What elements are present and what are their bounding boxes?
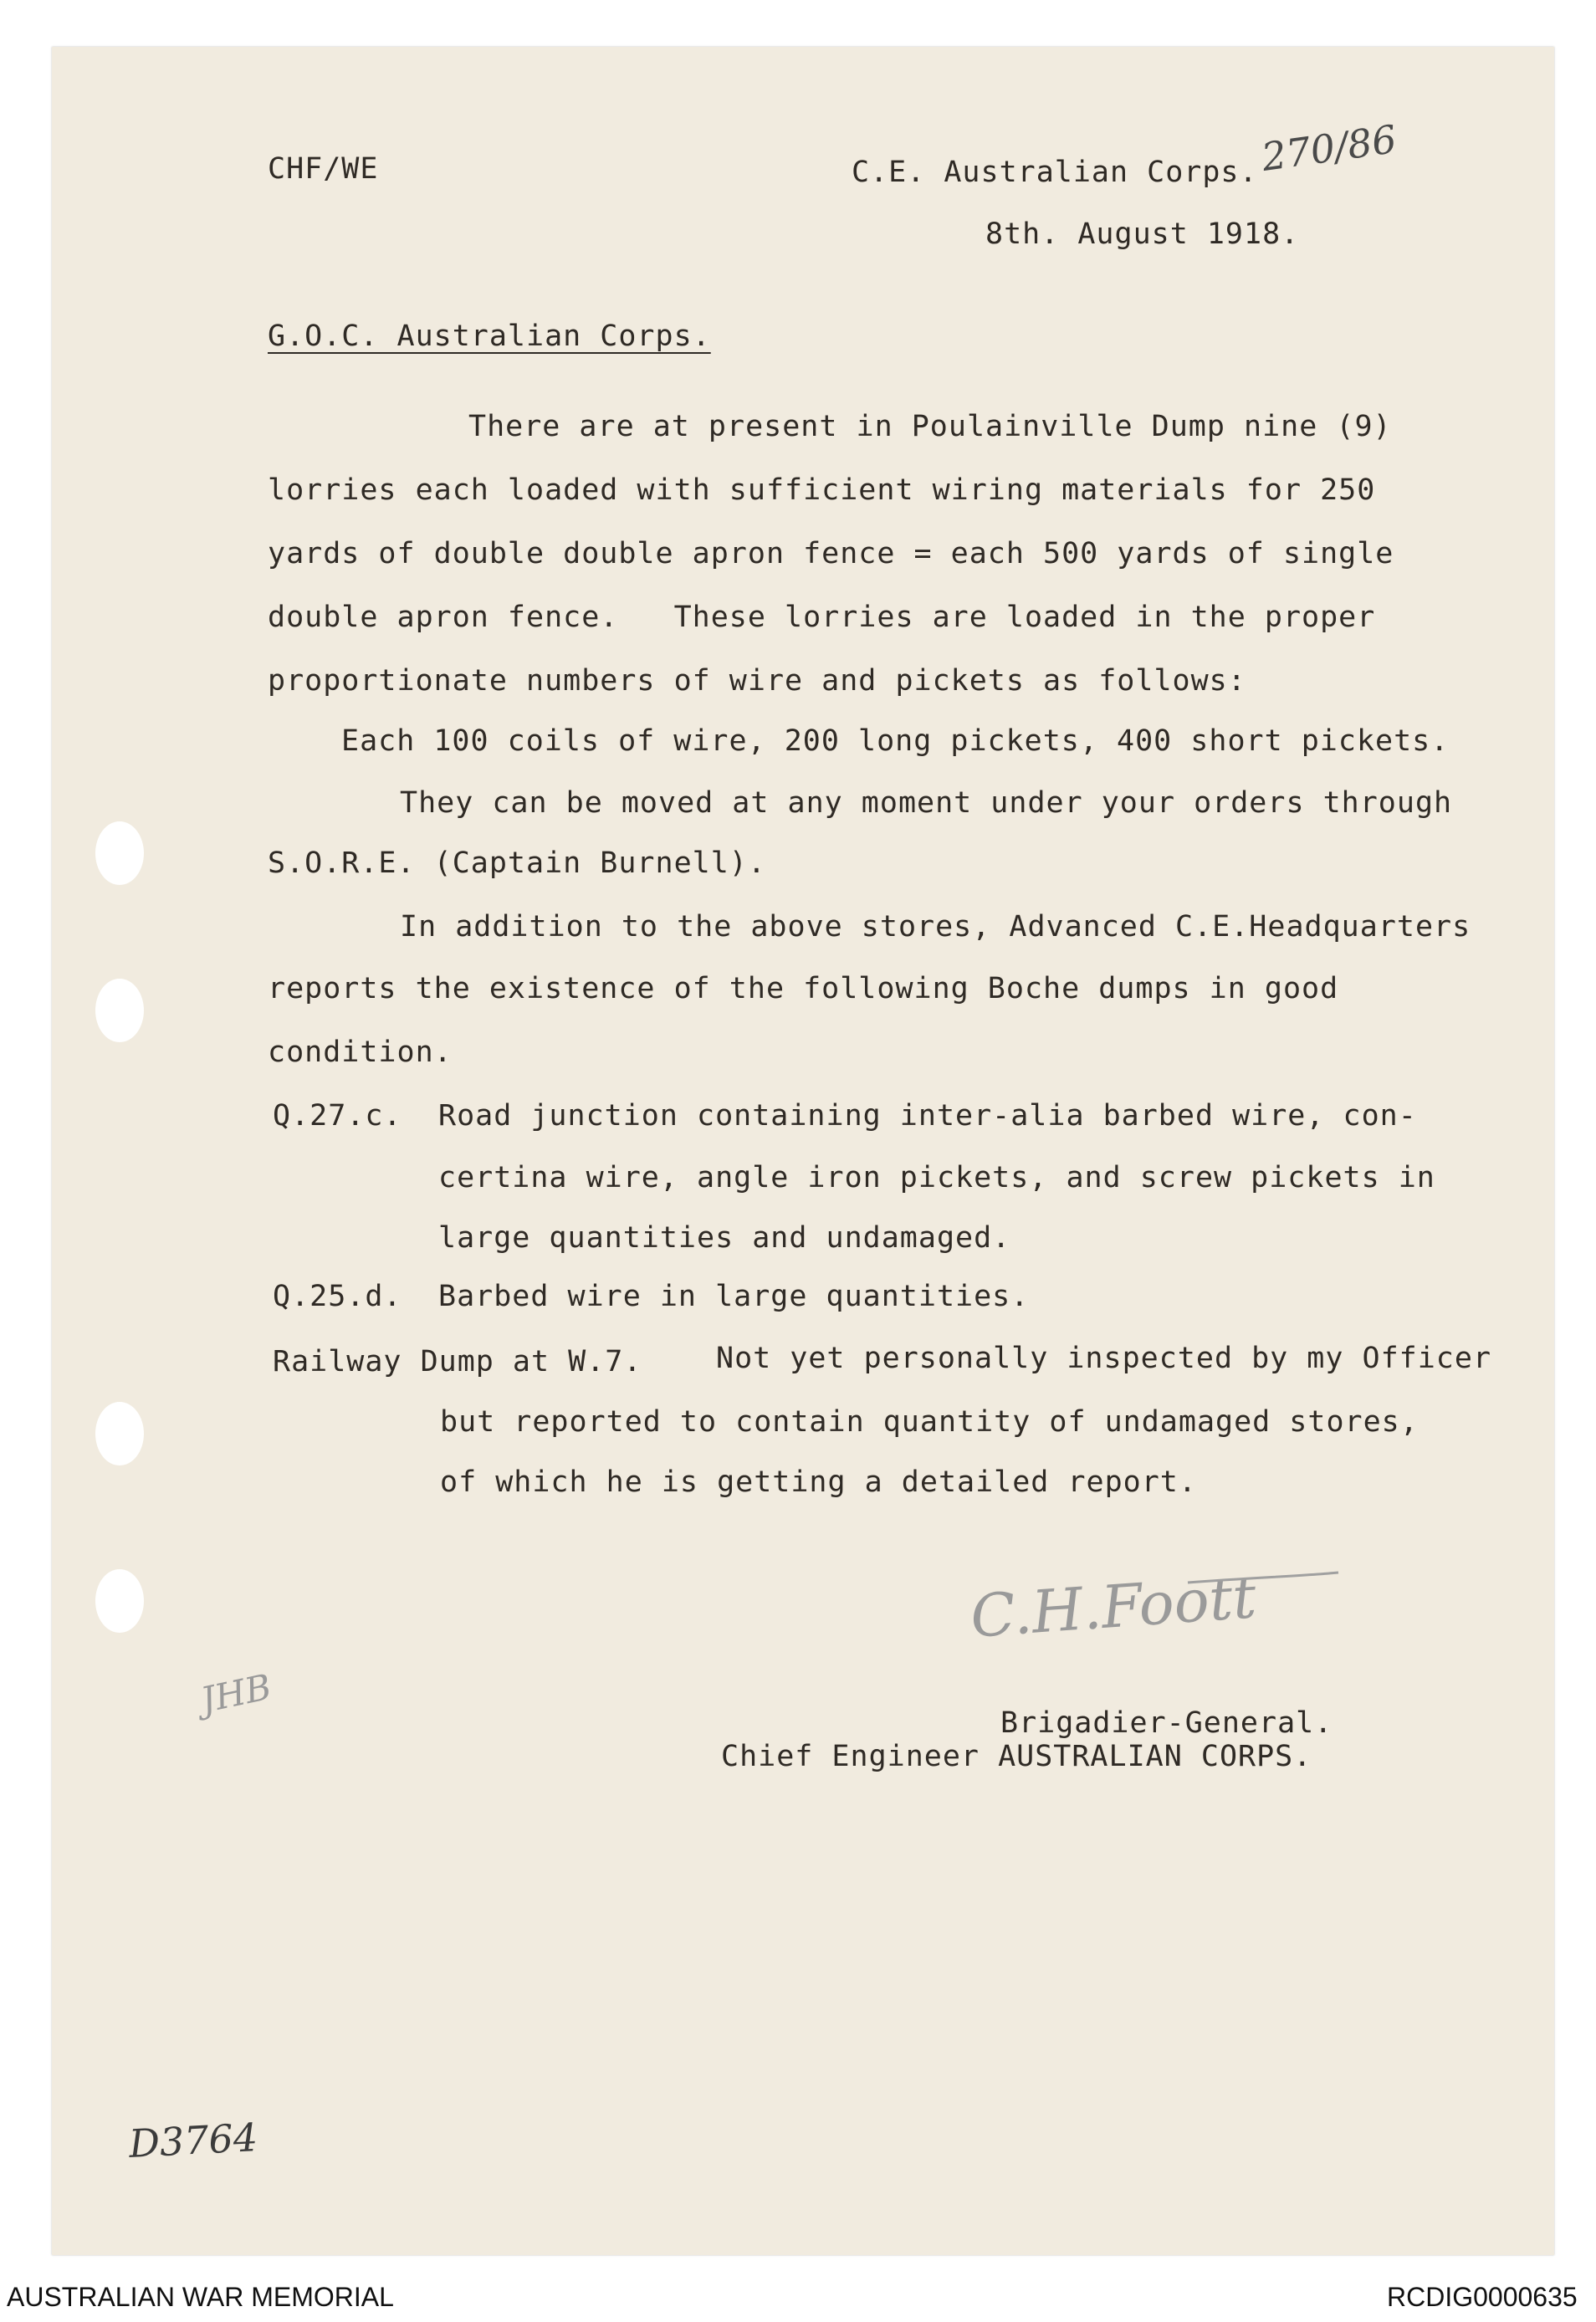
body-line: In addition to the above stores, Advanced C.E.Headquarters [400, 910, 1471, 944]
punch-hole [95, 1402, 144, 1465]
footer-item-id: RCDIG0000635 [1387, 2282, 1578, 2312]
dump-line: Road junction containing inter-alia barbed wire, con- [438, 1099, 1417, 1133]
punch-hole [95, 821, 144, 885]
signatory-title: Chief Engineer AUSTRALIAN CORPS. [721, 1740, 1312, 1773]
dump-ref: Q.27.c. [273, 1099, 402, 1133]
body-line: yards of double double apron fence = each 500 yards of single [268, 537, 1394, 570]
addressee: G.O.C. Australian Corps. [268, 320, 711, 353]
dump-line: of which he is getting a detailed report. [440, 1465, 1197, 1499]
dump-line: Barbed wire in large quantities. [438, 1280, 1030, 1313]
dump-line: certina wire, angle iron pickets, and screw pickets in [438, 1161, 1435, 1194]
document-page [52, 47, 1554, 2255]
dump-line: but reported to contain quantity of undamaged stores, [440, 1405, 1419, 1439]
body-line: Each 100 coils of wire, 200 long pickets, 400 short pickets. [341, 724, 1450, 758]
body-line: They can be moved at any moment under your orders through [400, 786, 1453, 820]
footer-archive-name: AUSTRALIAN WAR MEMORIAL [7, 2282, 394, 2312]
letter-date: 8th. August 1918. [985, 217, 1300, 251]
body-line: condition. [268, 1036, 453, 1069]
dump-line: Not yet personally inspected by my Officer [716, 1342, 1492, 1375]
signatory-rank: Brigadier-General. [1000, 1706, 1333, 1740]
reference-code: CHF/WE [268, 152, 379, 186]
body-line: lorries each loaded with sufficient wiring materials for 250 [268, 473, 1376, 507]
body-line: proportionate numbers of wire and pickets as follows: [268, 664, 1246, 698]
file-number: 270/86 [1259, 116, 1399, 180]
body-line: double apron fence. These lorries are loaded in the proper [268, 601, 1376, 634]
punch-hole [95, 1569, 144, 1633]
sender: C.E. Australian Corps. [852, 156, 1258, 189]
body-line: There are at present in Poulainville Dump nine (9) [468, 410, 1392, 443]
body-line: S.O.R.E. (Captain Burnell). [268, 846, 766, 880]
dump-ref: Q.25.d. [273, 1280, 402, 1313]
body-line: reports the existence of the following Boche dumps in good [268, 972, 1339, 1005]
docket-number: D3764 [127, 2115, 259, 2166]
signature: C.H.Foott [968, 1562, 1259, 1651]
dump-line: large quantities and undamaged. [438, 1221, 1011, 1255]
dump-ref: Railway Dump at W.7. [273, 1345, 642, 1378]
punch-hole [95, 979, 144, 1042]
initials: JHB [197, 1665, 275, 1721]
